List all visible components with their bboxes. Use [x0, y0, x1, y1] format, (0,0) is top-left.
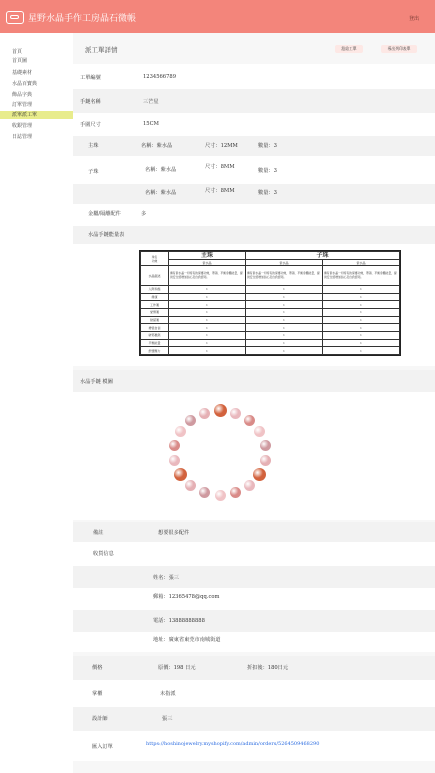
row-note	[73, 522, 435, 542]
status-label: 掌櫃	[92, 691, 103, 697]
row-receiver-phone	[73, 610, 435, 632]
table-row-label: 增強自信	[141, 324, 169, 332]
sidebar-item-jewelry-dictionary[interactable]: 飾品字典	[12, 92, 33, 98]
main-bead-name: 名稱：紫水晶	[141, 143, 173, 149]
main-bead-image	[214, 404, 227, 417]
note-label: 備註	[93, 530, 104, 536]
table-cell: 1	[169, 339, 246, 347]
row-receiver-address	[73, 632, 435, 652]
sub-bead-image	[230, 408, 241, 419]
sub-bead-image	[185, 480, 196, 491]
table-cell: 1	[246, 324, 323, 332]
designer-value: 張三	[162, 716, 173, 722]
price-discounted: 折扣後：180日元	[247, 665, 289, 671]
table-row-label: 健康	[141, 293, 169, 301]
table-cell: 1	[169, 347, 246, 355]
table-cell: 1	[246, 331, 323, 339]
sub-bead-image	[175, 426, 186, 437]
row-metal-accessories	[73, 204, 435, 226]
energy-table	[139, 250, 401, 356]
table-cell: 1	[323, 347, 400, 355]
brand-title: 星野水晶手作工房晶石微帳	[28, 14, 137, 24]
main-bead-label: 主珠	[88, 143, 99, 149]
table-cell: 1	[323, 293, 400, 301]
row-designer	[73, 707, 435, 731]
row-sub-bead-1	[73, 156, 435, 184]
wrist-size-label: 手圍尺寸	[80, 122, 101, 128]
table-cell: 1	[169, 308, 246, 316]
table-cell: 1	[323, 308, 400, 316]
sub-bead-1-size: 尺寸：8MM	[205, 164, 235, 170]
order-link-label: 匯入訂單	[92, 744, 113, 750]
row-order-no	[73, 64, 435, 89]
sub-bead-image	[215, 490, 226, 501]
logo-icon	[6, 11, 24, 24]
sidebar-item-crystal-dictionary[interactable]: 水晶百寶典	[12, 81, 38, 87]
table-cell: 1	[323, 339, 400, 347]
sidebar-item-orders[interactable]: 訂單管理	[12, 102, 33, 108]
status-value: 未指派	[160, 691, 176, 697]
col-name-2: 紫水晶	[246, 260, 323, 266]
row-sub-bead-2	[73, 184, 435, 204]
table-cell: 1	[246, 316, 323, 324]
receiver-phone: 電話：13888888888	[153, 618, 205, 624]
sub-bead-2-name: 名稱：紫水晶	[145, 190, 177, 196]
note-value: 想要很多配件	[158, 530, 190, 536]
table-row-label: 人際和諧	[141, 286, 169, 294]
sidebar-item-cashier[interactable]: 收銀管理	[12, 123, 33, 129]
sidebar-item-home-image[interactable]: 首頁圖	[12, 58, 28, 64]
table-cell: 1	[169, 293, 246, 301]
row-main-bead	[73, 136, 435, 156]
sub-bead-image	[244, 480, 255, 491]
receiver-label: 收貨信息	[93, 551, 114, 557]
price-label: 價格	[92, 665, 103, 671]
table-cell: 1	[323, 331, 400, 339]
row-chain-name	[73, 89, 435, 113]
row-receiver-email	[73, 588, 435, 610]
row-energy-heading	[73, 226, 435, 244]
table-cell: 1	[246, 286, 323, 294]
desc-cell-2: 擁有紫水晶一切特有的保護功效，帶領、平衡身體能量，提供安全感增加信心及自我認同。	[246, 266, 323, 286]
table-corner: 珠名 功效	[141, 252, 169, 266]
table-cell: 1	[246, 339, 323, 347]
order-no-label: 工單編號	[80, 75, 101, 81]
wrist-size-value: 15CM	[143, 121, 159, 127]
col-name-1: 紫水晶	[169, 260, 246, 266]
sidebar	[0, 33, 74, 773]
receiver-name: 姓名：張三	[153, 575, 179, 581]
table-row-label: 財富運	[141, 316, 169, 324]
metal-value: 多	[141, 211, 147, 217]
table-cell: 1	[169, 324, 246, 332]
main-bead-image	[253, 468, 266, 481]
row-wrist-size	[73, 113, 435, 136]
energy-table-label: 水晶手鏈能量表	[88, 232, 125, 238]
table-cell: 1	[323, 286, 400, 294]
table-cell: 1	[246, 308, 323, 316]
designer-label: 設計師	[92, 716, 108, 722]
desc-cell-3: 擁有紫水晶一切特有的保護功效，帶領、平衡身體能量，提供安全感增加信心及自我認同。	[323, 266, 400, 286]
bracelet-preview-image	[160, 398, 280, 508]
sub-bead-image	[260, 440, 271, 451]
export-print-button[interactable]: 導出列印表單	[381, 45, 417, 53]
table-cell: 1	[246, 347, 323, 355]
table-cell: 1	[323, 301, 400, 309]
sub-bead-label: 子珠	[88, 169, 99, 175]
row-preview-heading	[73, 370, 435, 392]
main-bead-qty: 數量：3	[258, 143, 277, 149]
sub-bead-image	[169, 455, 180, 466]
table-row-label: 工作運	[141, 301, 169, 309]
top-header	[0, 0, 435, 33]
table-cell: 1	[323, 324, 400, 332]
receiver-email: 郵箱：12365478@qq.com	[153, 594, 220, 600]
dispatch-button[interactable]: 派給工單	[335, 45, 363, 53]
sub-bead-image	[254, 426, 265, 437]
main-bead-image	[174, 468, 187, 481]
main-bead-size: 尺寸：12MM	[205, 143, 238, 149]
row-receiver-name	[73, 566, 435, 588]
sub-bead-image	[199, 487, 210, 498]
preview-label: 水晶手鏈 模圖	[80, 379, 113, 385]
sub-bead-image	[230, 487, 241, 498]
sub-bead-image	[185, 415, 196, 426]
table-cell: 1	[323, 316, 400, 324]
order-link-url[interactable]: https://hoshinojewelry.myshopify.com/admin/orders/5264509468290	[146, 741, 320, 747]
sub-bead-image	[260, 455, 271, 466]
sidebar-item-logs[interactable]: 日誌管理	[12, 134, 33, 140]
table-cell: 1	[169, 331, 246, 339]
sub-bead-1-name: 名稱：紫水晶	[145, 167, 177, 173]
chain-name-label: 手鏈名稱	[80, 99, 101, 105]
table-cell: 1	[169, 286, 246, 294]
page-title: 派工單詳情	[85, 46, 118, 54]
sub-bead-2-size: 尺寸：8MM	[205, 188, 235, 194]
sub-bead-image	[169, 440, 180, 451]
desc-row-label: 水晶簡述	[141, 266, 169, 286]
sub-bead-image	[199, 408, 210, 419]
table-cell: 1	[169, 316, 246, 324]
order-no-value: 1234566789	[143, 74, 177, 80]
col-name-3: 紫水晶	[323, 260, 400, 266]
table-row-label: 平衡能量	[141, 339, 169, 347]
table-row-label: 愛情運	[141, 308, 169, 316]
row-receiver-heading	[73, 542, 435, 566]
price-original: 原價：198 日元	[158, 665, 196, 671]
table-row-label: 舒緩壓力	[141, 347, 169, 355]
table-cell: 1	[246, 301, 323, 309]
desc-cell-1: 擁有紫水晶一切特有的保護功效，帶領、平衡身體能量，提供安全感增加信心及自我認同。	[169, 266, 246, 286]
metal-label: 金屬/隔離配件	[88, 211, 121, 217]
sub-bead-1-qty: 數量：3	[258, 168, 277, 174]
energy-table-grid	[140, 251, 400, 355]
sidebar-item-materials[interactable]: 基礎素材	[12, 70, 33, 76]
sub-bead-image	[244, 415, 255, 426]
logout-link[interactable]: 登出	[408, 16, 419, 22]
table-row-label: 辟邪擋煞	[141, 331, 169, 339]
sidebar-item-dispatch[interactable]: 派單派工單	[0, 111, 73, 119]
chain-name-value: 三芒星	[143, 99, 159, 105]
main-bead-header: 主珠	[169, 252, 246, 260]
receiver-address: 地址：廣東省東莞市南城街道	[153, 637, 221, 643]
table-cell: 1	[246, 293, 323, 301]
row-status	[73, 680, 435, 707]
table-cell: 1	[169, 301, 246, 309]
sub-bead-header: 子珠	[246, 252, 400, 260]
sub-bead-2-qty: 數量：3	[258, 190, 277, 196]
sidebar-home-heading[interactable]: 首頁	[12, 49, 23, 55]
